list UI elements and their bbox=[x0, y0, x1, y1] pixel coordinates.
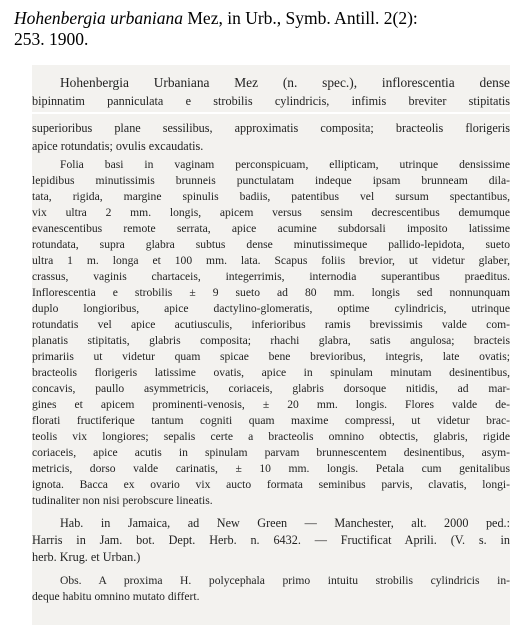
scan-line: ignota. Bacca ex ovario vix aucto formata seminibus parvis, clavatis, longi- bbox=[32, 478, 510, 491]
taxon-name: Hohenbergia urbaniana bbox=[14, 8, 183, 28]
scan-line: duplo longioribus, apice dactylino-glomeratis, optime cylindricis, utrinque bbox=[32, 302, 510, 315]
scan-line: rotundata, supra glabra subtus dense minutissimeque pallido-lepidota, sueto bbox=[32, 238, 510, 251]
citation bbox=[14, 8, 514, 50]
scan-line: ultra 1 m. longa et 100 mm. lata. Scapus foliis brevior, ut videtur glaber, bbox=[32, 254, 510, 267]
scan-line: Harris in Jam. bot. Dept. Herb. n. 6432. — Fructificat Aprili. (V. s. in bbox=[32, 533, 510, 547]
scan-line: metricis, dorso valde carinatis, ± 10 mm. longis. Petala cum genitalibus bbox=[32, 462, 510, 475]
scan-line: tata, rigida, margine spinulis badiis, patentibus vel sursum spectantibus, bbox=[32, 190, 510, 203]
reference-text: Mez, in Urb., Symb. Antill. 2(2): bbox=[187, 8, 418, 28]
scan-line: apice rotundatis; ovulis excaudatis. bbox=[32, 139, 204, 153]
scan-line: planatis stipitatis, glabris composita; rhachi glabra, satis angulosa; bracteis bbox=[32, 334, 510, 347]
scan-line: primariis ut videtur quam spicae bene brevioribus, integris, late ovatis; bbox=[32, 350, 510, 363]
scan-splice-divider bbox=[32, 112, 510, 114]
scan-line: Folia basi in vaginam perconspicuam, ellipticam, utrinque densissime bbox=[60, 158, 510, 171]
scan-line: coriaceis, apice acutis in spinulam parvam brunnescentem desinentibus, asym- bbox=[32, 446, 510, 459]
scan-line: Obs. A proxima H. polycephala primo intuitu strobilis cylindricis in- bbox=[60, 574, 510, 587]
scan-line: Hohenbergia Urbaniana Mez (n. spec.), inflorescentia dense bbox=[60, 75, 510, 90]
scan-line: tudinaliter non nisi perobscure lineatis. bbox=[32, 494, 213, 507]
scanned-protologue bbox=[32, 65, 510, 625]
scan-line: evanescentibus remote serrata, apice acumine subdorsali imposito latissime bbox=[32, 222, 510, 235]
scan-line: deque habitu omnino mutato differt. bbox=[32, 590, 200, 603]
scan-line: Hab. in Jamaica, ad New Green — Manchester, alt. 2000 ped.: bbox=[60, 516, 510, 530]
scan-line: gines et apicem prominenti-venosis, ± 20 mm. longis. Flores valde de- bbox=[32, 398, 510, 411]
scan-line: vix ultra 2 mm. longis, apicem versus sensim decrescentibus demumque bbox=[32, 206, 510, 219]
scan-line: florati fructiferique tantum cogniti quam maxime compressi, ut videtur brac- bbox=[32, 414, 510, 427]
scan-line: herb. Krug. et Urban.) bbox=[32, 550, 141, 564]
reference-pages: 253. 1900. bbox=[14, 29, 89, 49]
scan-line: crassus, vaginis chartaceis, integerrimis, internodia superantibus praeditus. bbox=[32, 270, 510, 283]
scan-line: superioribus plane sessilibus, approximatis composita; bracteolis florigeris bbox=[32, 121, 510, 135]
scan-line: rotundatis vel apice acutiusculis, inferioribus ramis brevissimis valde com- bbox=[32, 318, 510, 331]
scan-line: bipinnatim panniculata e strobilis cylindricis, infimis breviter stipitatis bbox=[32, 94, 510, 108]
scan-line: concavis, paullo asymmetricis, coriaceis, glabris dorsoque nitidis, ad mar- bbox=[32, 382, 510, 395]
scan-line: lepidibus minutissimis brunneis punctulatam indeque ipsam brunneam dila- bbox=[32, 174, 510, 187]
scan-line: teolis vix longiores; sepalis certe a bracteolis omnino obtectis, glabris, rigide bbox=[32, 430, 510, 443]
scan-line: bracteolis florigeris latissime ovatis, apice in spinulam minutam desinentibus, bbox=[32, 366, 510, 379]
scan-line: Inflorescentia e strobilis ± 9 sueto ad 80 mm. longis sed nonnunquam bbox=[32, 286, 510, 299]
